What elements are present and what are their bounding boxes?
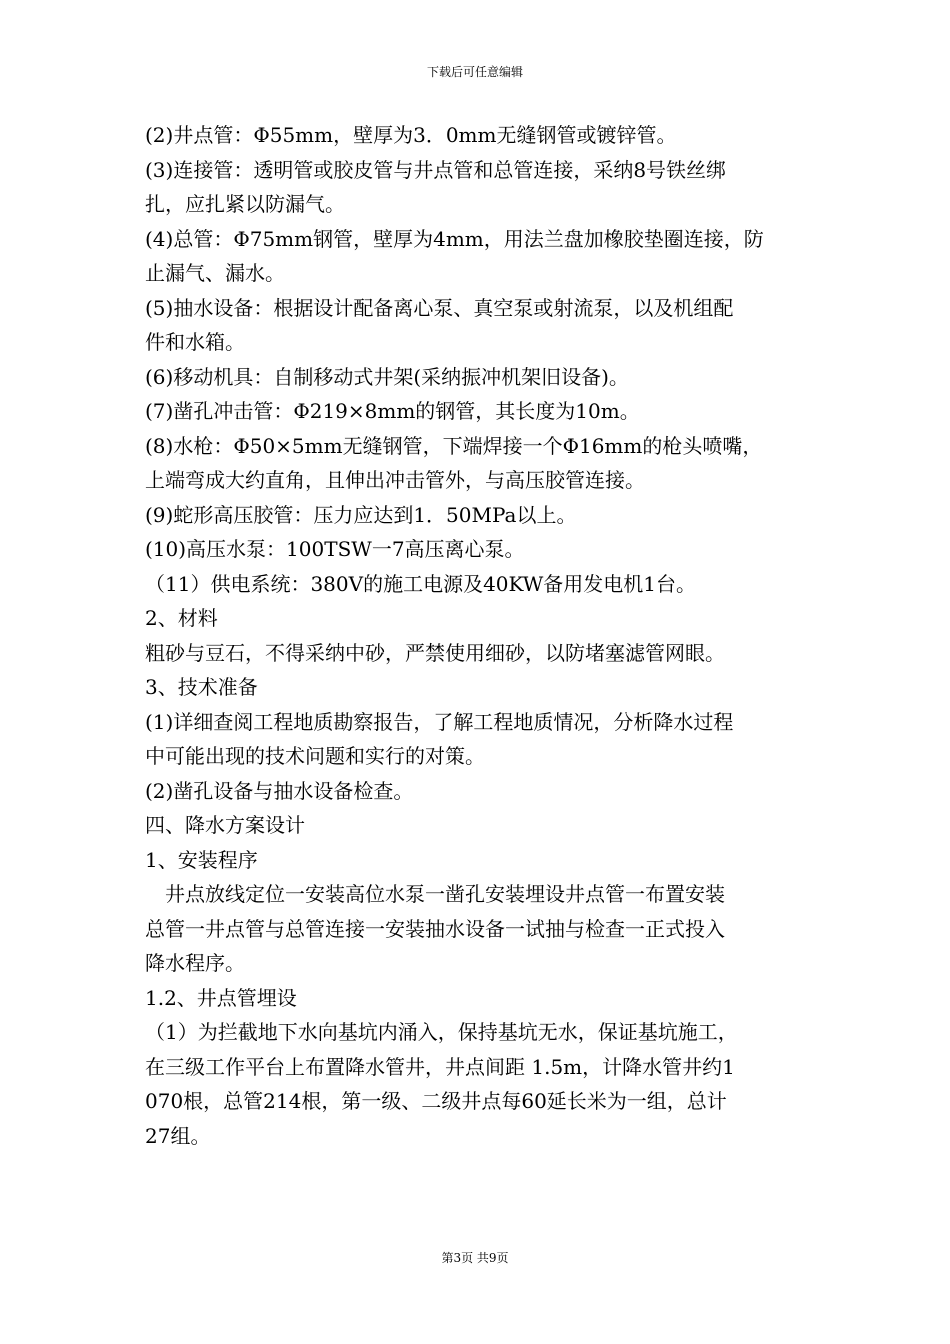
text-line: (2)凿孔设备与抽水设备检查。 [145, 778, 414, 803]
text-line: 粗砂与豆石，不得采纳中砂，严禁使用细砂，以防堵塞滤管网眼。 [145, 640, 725, 665]
text-line: 扎，应扎紧以防漏气。 [145, 192, 345, 216]
text-line: 井点放线定位一安装高位水泵一凿孔安装埋设井点管一布置安装 [145, 882, 725, 906]
text-line: (10)高压水泵：100TSW一7高压离心泵。 [145, 537, 525, 561]
text-line: 降水程序。 [145, 951, 245, 975]
section-heading: 3、技术准备 [145, 675, 258, 699]
text-line: 上端弯成大约直角，且伸出冲击管外，与高压胶管连接。 [145, 468, 645, 492]
text-line: 总管一井点管与总管连接一安装抽水设备一试抽与检查一正式投入 [145, 916, 725, 941]
text-line: 中可能出现的技术问题和实行的对策。 [145, 744, 485, 768]
text-line: 止漏气、漏水。 [145, 261, 285, 285]
page-header: 下载后可任意编辑 [426, 65, 523, 79]
text-line: (8)水枪：Φ50×5mm无缝钢管，下端焊接一个Φ16mm的枪头喷嘴， [145, 433, 763, 458]
text-line: (3)连接管：透明管或胶皮管与井点管和总管连接，采纳8号铁丝绑 [145, 157, 727, 182]
text-line: (2)井点管：Φ55mm，壁厚为3．0mm无缝钢管或镀锌管。 [145, 123, 677, 147]
text-line: 件和水箱。 [145, 330, 245, 354]
text-line: 在三级工作平台上布置降水管井，井点间距 1.5m，计降水管井约1 [145, 1054, 735, 1079]
text-line: (5)抽水设备：根据设计配备离心泵、真空泵或射流泵，以及机组配 [145, 295, 734, 320]
text-line: 070根，总管214根，第一级、二级井点每60延长米为一组，总计 [145, 1089, 727, 1113]
text-line: (1)详细查阅工程地质勘察报告，了解工程地质情况，分析降水过程 [145, 709, 734, 734]
text-line: (6)移动机具：自制移动式井架(采纳振冲机架旧设备)。 [145, 364, 629, 389]
text-line: （1）为拦截地下水向基坑内涌入，保持基坑无水，保证基坑施工， [145, 1020, 738, 1044]
text-line: (7)凿孔冲击管：Φ219×8mm的钢管，其长度为10m。 [145, 399, 640, 423]
section-heading: 1.2、井点管埋设 [145, 985, 297, 1010]
text-line: 27组。 [145, 1123, 211, 1148]
section-heading: 四、降水方案设计 [145, 813, 305, 837]
text-line: (9)蛇形高压胶管：压力应达到1．50MPa以上。 [145, 502, 577, 527]
text-line: (4)总管：Φ75mm钢管，壁厚为4mm，用法兰盘加橡胶垫圈连接，防 [145, 226, 764, 251]
text-line: （11）供电系统：380V的施工电源及40KW备用发电机1台。 [145, 571, 697, 596]
section-heading: 1、安装程序 [145, 847, 258, 872]
page-footer: 第3页 共9页 [441, 1251, 509, 1265]
section-heading: 2、材料 [145, 606, 218, 630]
document-body [145, 118, 811, 1153]
